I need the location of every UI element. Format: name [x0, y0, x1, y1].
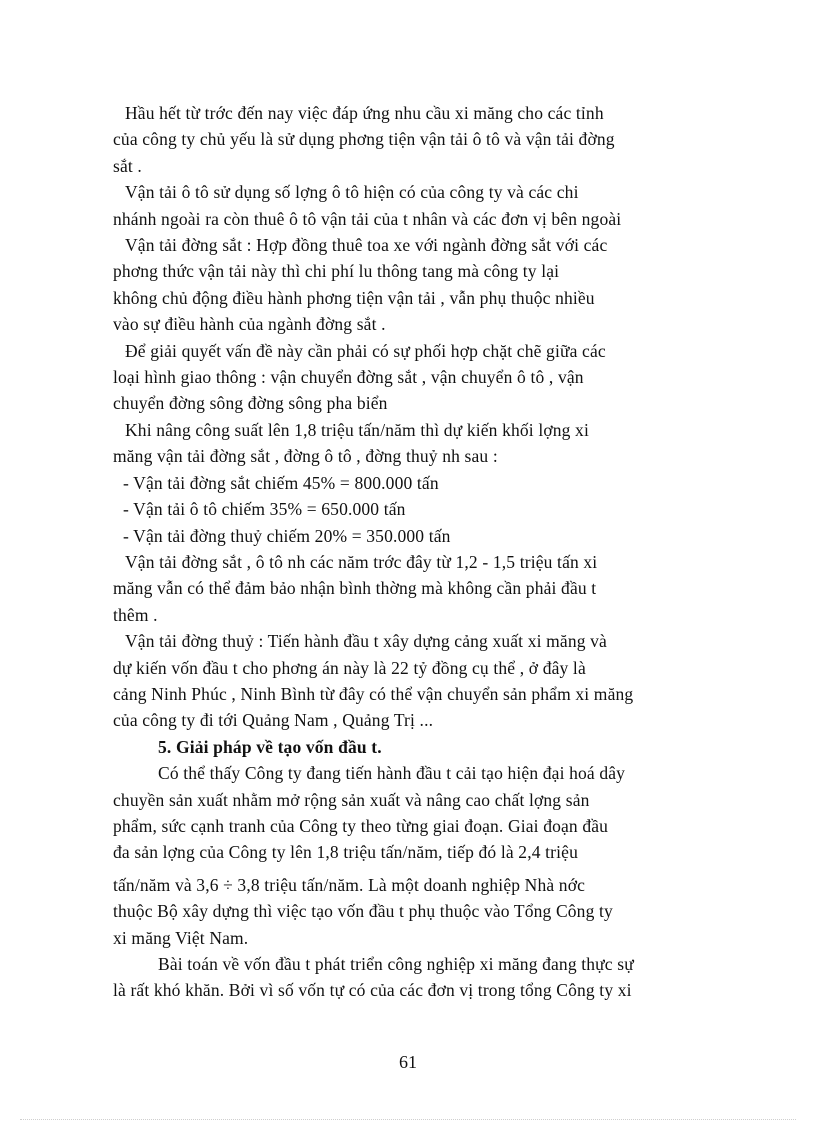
- text-line: cảng Ninh Phúc , Ninh Bình từ đây có thể vận chuyển sản phẩm xi măng: [113, 683, 634, 704]
- text-line: chuyền sản xuất nhằm mở rộng sản xuất và nâng cao chất lợng sản: [113, 789, 590, 810]
- text-line: của công ty chủ yếu là sử dụng phơng tiện vận tải ô tô và vận tải đờng: [113, 129, 615, 150]
- text-line: phẩm, sức cạnh tranh của Công ty theo từng giai đoạn. Giai đoạn đầu: [113, 815, 609, 836]
- text-line: sắt .: [113, 155, 142, 176]
- text-line: xi măng Việt Nam.: [113, 927, 249, 948]
- text-line: Để giải quyết vấn đề này cần phải có sự phối hợp chặt chẽ giữa các: [125, 340, 606, 361]
- page-number: 61: [399, 1052, 417, 1072]
- text-line: - Vận tải đờng sắt chiếm 45% = 800.000 tấn: [123, 472, 439, 493]
- text-line: măng vận tải đờng sắt , đờng ô tô , đờng thuỷ nh sau :: [113, 446, 498, 467]
- text-line: không chủ động điều hành phơng tiện vận tải , vẫn phụ thuộc nhiều: [113, 287, 595, 308]
- text-line: của công ty đi tới Quảng Nam , Quảng Trị ...: [113, 710, 434, 731]
- text-line: thêm .: [113, 604, 158, 625]
- text-line: vào sự điều hành của ngành đờng sắt .: [113, 314, 386, 335]
- text-line: nhánh ngoài ra còn thuê ô tô vận tải của t nhân và các đơn vị bên ngoài: [113, 208, 622, 229]
- text-line: Khi nâng công suất lên 1,8 triệu tấn/năm thì dự kiến khối lợng xi: [125, 419, 589, 440]
- text-line: Bài toán về vốn đầu t phát triển công nghiệp xi măng đang thực sự: [158, 954, 634, 974]
- text-line: dự kiến vốn đầu t cho phơng án này là 22 tỷ đồng cụ thể , ở đây là: [113, 657, 586, 678]
- text-line: thuộc Bộ xây dựng thì việc tạo vốn đầu t phụ thuộc vào Tổng Công ty: [113, 901, 613, 922]
- text-line: Vận tải đờng sắt : Hợp đồng thuê toa xe với ngành đờng sắt với các: [125, 235, 608, 256]
- text-line: - Vận tải ô tô chiếm 35% = 650.000 tấn: [123, 499, 406, 520]
- text-line: măng vẫn có thể đảm bảo nhận bình thờng mà không cần phải đầu t: [113, 578, 597, 599]
- document-body: [113, 100, 773, 1004]
- text-line: - Vận tải đờng thuỷ chiếm 20% = 350.000 tấn: [123, 525, 451, 546]
- text-line: loại hình giao thông : vận chuyển đờng sắt , vận chuyển ô tô , vận: [113, 367, 584, 388]
- text-line: Vận tải đờng sắt , ô tô nh các năm trớc đây từ 1,2 - 1,5 triệu tấn xi: [125, 551, 598, 572]
- bottom-divider: [20, 1119, 796, 1120]
- text-line: tấn/năm và 3,6 ÷ 3,8 triệu tấn/năm. Là một doanh nghiệp Nhà nớc: [113, 874, 586, 895]
- text-line: là rất khó khăn. Bởi vì số vốn tự có của các đơn vị trong tổng Công ty xi: [113, 980, 632, 1001]
- text-line: Vận tải đờng thuỷ : Tiến hành đầu t xây dựng cảng xuất xi măng và: [125, 631, 607, 652]
- text-line: chuyển đờng sông đờng sông pha biển: [113, 393, 388, 414]
- section-heading: 5. Giải pháp về tạo vốn đầu t.: [158, 736, 382, 757]
- text-line: Vận tải ô tô sử dụng số lợng ô tô hiện có của công ty và các chi: [125, 182, 579, 203]
- text-line: Có thể thấy Công ty đang tiến hành đầu t cải tạo hiện đại hoá dây: [158, 763, 626, 784]
- text-line: phơng thức vận tải này thì chi phí lu thông tang mà công ty lại: [113, 261, 560, 282]
- text-line: Hầu hết từ trớc đến nay việc đáp ứng nhu cầu xi măng cho các tỉnh: [125, 103, 604, 123]
- text-line: đa sản lợng của Công ty lên 1,8 triệu tấn/năm, tiếp đó là 2,4 triệu: [113, 842, 578, 863]
